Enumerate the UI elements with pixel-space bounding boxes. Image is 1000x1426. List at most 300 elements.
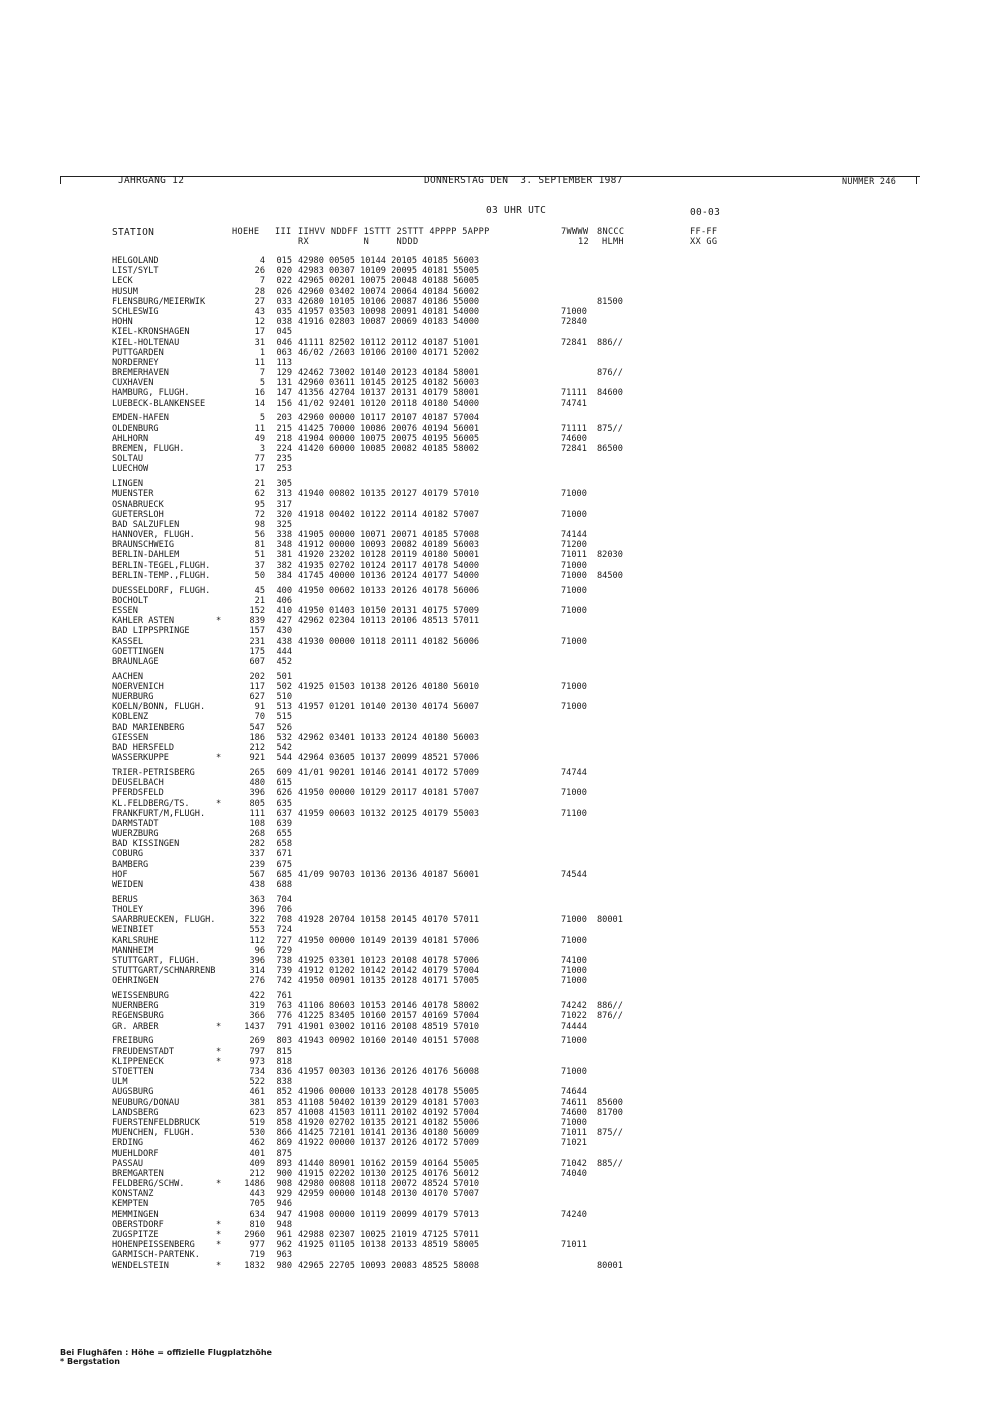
synop-groups: 42960 00000 10117 20107 40187 57004 — [298, 413, 480, 424]
table-row — [0, 1138, 1000, 1148]
group-7wwww: 71000 — [561, 788, 587, 799]
table-row — [0, 561, 1000, 571]
table-row — [0, 454, 1000, 464]
station-index: 637 — [276, 808, 292, 819]
synop-groups: 41/09 90703 10136 20136 40187 56001 — [298, 869, 480, 880]
group-7wwww: 71021 — [561, 1138, 587, 1149]
station-name: STOETTEN — [112, 1067, 154, 1077]
station-index: 338 — [276, 530, 292, 541]
mountain-marker: * — [216, 1021, 222, 1032]
station-name: BRAUNSCHWEIG — [112, 540, 175, 551]
station-name: LIST/SYLT — [112, 266, 159, 277]
station-height: 705 — [249, 1199, 265, 1210]
station-height: 157 — [249, 626, 265, 637]
station-height: 269 — [249, 1036, 265, 1047]
station-height: 322 — [249, 915, 265, 926]
table-row — [0, 966, 1000, 976]
station-name: PFERDSFELD — [112, 788, 164, 799]
header-right-tick — [916, 176, 917, 184]
station-height: 212 — [249, 743, 265, 753]
station-name: ERDING — [112, 1138, 144, 1149]
table-row — [0, 829, 1000, 839]
synop-groups: 41425 70000 10086 20076 40194 56001 — [298, 423, 480, 434]
station-height: 16 — [254, 388, 265, 399]
table-row — [0, 1220, 1000, 1230]
table-row — [0, 870, 1000, 880]
table-row — [0, 753, 1000, 763]
synop-groups: 41950 00602 10133 20126 40178 56006 — [298, 585, 480, 596]
table-row — [0, 596, 1000, 606]
group-7wwww: 74744 — [561, 767, 587, 778]
synop-groups: 41959 00603 10132 20125 40179 55003 — [298, 808, 480, 819]
table-row — [0, 626, 1000, 636]
table-row — [0, 338, 1000, 348]
station-index: 382 — [276, 560, 292, 571]
table-row — [0, 287, 1000, 297]
station-height: 719 — [249, 1250, 265, 1261]
station-index: 776 — [276, 1011, 292, 1022]
station-height: 553 — [249, 925, 265, 936]
group-7wwww: 71022 — [561, 1011, 587, 1022]
station-name: LUEBECK-BLANKENSEE — [112, 398, 206, 409]
station-name: BOCHOLT — [112, 595, 149, 606]
station-index: 946 — [276, 1199, 292, 1210]
group-7wwww: 74040 — [561, 1168, 587, 1179]
issue-number: NUMMER 246 — [842, 177, 897, 187]
station-name: HELGOLAND — [112, 256, 159, 266]
synop-groups: 42980 00808 10118 20072 48524 57010 — [298, 1179, 480, 1190]
station-index: 858 — [276, 1117, 292, 1128]
station-index: 838 — [276, 1077, 292, 1088]
station-height: 839 — [249, 616, 265, 627]
station-name: BREMERHAVEN — [112, 368, 169, 379]
group-7wwww: 71000 — [561, 306, 587, 317]
station-height: 152 — [249, 605, 265, 616]
station-name: DEUSELBACH — [112, 778, 164, 789]
synop-groups: 42680 10105 10106 20087 40186 55000 — [298, 296, 480, 307]
station-index: 015 — [276, 256, 292, 266]
group-7wwww: 74741 — [561, 398, 587, 409]
group-7wwww: 71000 — [561, 702, 587, 713]
synop-groups: 42980 00505 10144 20105 40185 56003 — [298, 256, 480, 266]
station-height: 21 — [254, 479, 265, 490]
time-label: 03 UHR UTC — [486, 205, 547, 216]
station-index: 961 — [276, 1230, 292, 1240]
synop-groups: 42965 22705 10093 20083 48525 58008 — [298, 1260, 480, 1271]
table-row — [0, 1199, 1000, 1209]
station-name: KEMPTEN — [112, 1199, 149, 1210]
group-8nccc: 80001 — [597, 1260, 623, 1271]
table-row — [0, 266, 1000, 276]
station-index: 224 — [276, 443, 292, 454]
table-row — [0, 479, 1000, 489]
station-table — [0, 256, 1000, 1271]
station-name: STUTTGART, FLUGH. — [112, 955, 200, 966]
station-height: 231 — [249, 636, 265, 647]
synop-groups: 42962 02304 10113 20106 48513 57011 — [298, 616, 480, 627]
station-index: 022 — [276, 276, 292, 287]
station-name: HANNOVER, FLUGH. — [112, 530, 195, 541]
station-height: 4 — [259, 256, 265, 266]
station-name: MUEHLDORF — [112, 1148, 159, 1159]
station-name: FELDBERG/SCHW. — [112, 1179, 185, 1190]
footer-note-airports: Bei Flughäfen : Höhe = offizielle Flugplatzhöhe — [60, 1348, 272, 1357]
station-index: 513 — [276, 702, 292, 713]
group-8nccc: 81500 — [597, 296, 623, 307]
col-8ncc-sub: HLMH — [602, 237, 624, 247]
station-index: 156 — [276, 398, 292, 409]
synop-groups: 41111 82502 10112 20112 40187 51001 — [298, 337, 480, 348]
station-name: ESSEN — [112, 605, 138, 616]
synop-groups: 41922 00000 10137 20126 40172 57009 — [298, 1138, 480, 1149]
group-8nccc: 80001 — [597, 915, 623, 926]
table-row — [0, 860, 1000, 870]
synop-groups: 41950 00000 10129 20117 40181 57007 — [298, 788, 480, 799]
station-height: 314 — [249, 966, 265, 977]
table-row — [0, 1189, 1000, 1199]
station-index: 026 — [276, 286, 292, 297]
station-index: 875 — [276, 1148, 292, 1159]
table-row — [0, 819, 1000, 829]
station-index: 639 — [276, 818, 292, 829]
table-row — [0, 1261, 1000, 1271]
table-row — [0, 657, 1000, 667]
station-index: 113 — [276, 357, 292, 368]
mountain-marker: * — [216, 798, 222, 809]
station-name: THOLEY — [112, 905, 144, 915]
station-index: 502 — [276, 681, 292, 692]
station-height: 27 — [254, 296, 265, 307]
station-index: 526 — [276, 722, 292, 733]
station-height: 28 — [254, 286, 265, 297]
table-row — [0, 895, 1000, 905]
station-name: BAD KISSINGEN — [112, 839, 180, 850]
station-index: 685 — [276, 869, 292, 880]
station-name: MEMMINGEN — [112, 1209, 159, 1220]
group-8nccc: 876// — [597, 368, 623, 379]
station-height: 70 — [254, 712, 265, 723]
station-height: 11 — [254, 423, 265, 434]
station-name: REGENSBURG — [112, 1011, 164, 1022]
station-name: BAD SALZUFLEN — [112, 519, 180, 530]
station-index: 963 — [276, 1250, 292, 1261]
table-row — [0, 647, 1000, 657]
station-index: 853 — [276, 1097, 292, 1108]
station-index: 400 — [276, 585, 292, 596]
station-name: NORDERNEY — [112, 357, 159, 368]
station-index: 253 — [276, 464, 292, 475]
group-7wwww: 71011 — [561, 1240, 587, 1251]
table-row — [0, 256, 1000, 266]
station-height: 547 — [249, 722, 265, 733]
table-row — [0, 1098, 1000, 1108]
station-name: DUESSELDORF, FLUGH. — [112, 585, 211, 596]
station-name: LANDSBERG — [112, 1107, 159, 1118]
station-height: 17 — [254, 464, 265, 475]
station-index: 818 — [276, 1056, 292, 1067]
station-index: 852 — [276, 1087, 292, 1098]
station-index: 033 — [276, 296, 292, 307]
station-index: 381 — [276, 550, 292, 561]
mountain-marker: * — [216, 1260, 222, 1271]
table-row — [0, 424, 1000, 434]
table-row — [0, 1087, 1000, 1097]
group-7wwww: 71011 — [561, 550, 587, 561]
mountain-marker: * — [216, 616, 222, 627]
station-height: 81 — [254, 540, 265, 551]
station-name: KIEL-KRONSHAGEN — [112, 327, 190, 338]
table-row — [0, 1057, 1000, 1067]
group-7wwww: 74242 — [561, 1001, 587, 1012]
station-name: GARMISCH-PARTENK. — [112, 1250, 200, 1261]
synop-groups: 41106 80603 10153 20146 40178 58002 — [298, 1001, 480, 1012]
station-height: 37 — [254, 560, 265, 571]
station-height: 797 — [249, 1046, 265, 1057]
group-7wwww: 71000 — [561, 915, 587, 926]
table-row — [0, 702, 1000, 712]
station-index: 348 — [276, 540, 292, 551]
station-name: BERLIN-DAHLEM — [112, 550, 180, 561]
table-row — [0, 905, 1000, 915]
station-name: GUETERSLOH — [112, 509, 164, 520]
station-height: 108 — [249, 818, 265, 829]
station-height: 91 — [254, 702, 265, 713]
synop-groups: 41425 72101 10141 20136 40180 56009 — [298, 1128, 480, 1139]
station-name: OEHRINGEN — [112, 976, 159, 987]
table-row — [0, 327, 1000, 337]
station-name: BERLIN-TEMP.,FLUGH. — [112, 570, 211, 581]
synop-groups: 41940 00802 10135 20127 40179 57010 — [298, 489, 480, 500]
station-index: 708 — [276, 915, 292, 926]
station-index: 761 — [276, 991, 292, 1002]
station-index: 215 — [276, 423, 292, 434]
station-height: 627 — [249, 692, 265, 703]
table-row — [0, 606, 1000, 616]
group-7wwww: 74644 — [561, 1087, 587, 1098]
col-8ncc: 8NCCC — [597, 227, 625, 237]
station-height: 396 — [249, 788, 265, 799]
station-index: 203 — [276, 413, 292, 424]
station-index: 235 — [276, 454, 292, 465]
table-row — [0, 1179, 1000, 1189]
table-row — [0, 358, 1000, 368]
station-height: 409 — [249, 1158, 265, 1169]
station-name: KARLSRUHE — [112, 935, 159, 946]
mountain-marker: * — [216, 753, 222, 764]
table-row — [0, 743, 1000, 753]
station-name: SOLTAU — [112, 454, 144, 465]
station-name: WENDELSTEIN — [112, 1260, 169, 1271]
station-index: 655 — [276, 829, 292, 840]
station-index: 444 — [276, 646, 292, 657]
synop-groups: 41930 00000 10118 20111 40182 56006 — [298, 636, 480, 647]
station-height: 422 — [249, 991, 265, 1002]
group-8nccc: 84500 — [597, 570, 623, 581]
table-row — [0, 925, 1000, 935]
station-index: 739 — [276, 966, 292, 977]
table-row — [0, 297, 1000, 307]
group-7wwww: 74600 — [561, 1107, 587, 1118]
table-row — [0, 1250, 1000, 1260]
station-height: 186 — [249, 732, 265, 743]
group-7wwww: 71000 — [561, 966, 587, 977]
station-name: KL.FELDBERG/TS. — [112, 798, 190, 809]
station-height: 282 — [249, 839, 265, 850]
station-height: 98 — [254, 519, 265, 530]
station-name: BREMEN, FLUGH. — [112, 443, 185, 454]
station-index: 727 — [276, 935, 292, 946]
station-height: 607 — [249, 656, 265, 667]
station-name: HOHENPEISSENBERG — [112, 1240, 195, 1251]
station-index: 893 — [276, 1158, 292, 1169]
group-7wwww: 71042 — [561, 1158, 587, 1169]
mountain-marker: * — [216, 1219, 222, 1230]
table-row — [0, 1047, 1000, 1057]
station-name: FRANKFURT/M,FLUGH. — [112, 808, 206, 819]
station-name: NUERBURG — [112, 692, 154, 703]
table-row — [0, 976, 1000, 986]
station-index: 320 — [276, 509, 292, 520]
station-name: HOF — [112, 869, 128, 880]
station-name: BAMBERG — [112, 859, 149, 870]
station-index: 035 — [276, 306, 292, 317]
group-7wwww: 72841 — [561, 443, 587, 454]
station-height: 212 — [249, 1168, 265, 1179]
table-row — [0, 733, 1000, 743]
station-name: MANNHEIM — [112, 945, 154, 956]
station-height: 337 — [249, 849, 265, 860]
group-7wwww: 71100 — [561, 808, 587, 819]
table-row — [0, 1118, 1000, 1128]
station-name: SCHLESWIG — [112, 306, 159, 317]
station-index: 706 — [276, 905, 292, 915]
station-name: NEUBURG/DONAU — [112, 1097, 180, 1108]
group-7wwww: 71000 — [561, 1036, 587, 1047]
station-index: 900 — [276, 1168, 292, 1179]
station-height: 175 — [249, 646, 265, 657]
synop-groups: 41/01 90201 10146 20141 40172 57009 — [298, 767, 480, 778]
group-8nccc: 86500 — [597, 443, 623, 454]
station-height: 567 — [249, 869, 265, 880]
synop-groups: 46/02 /2603 10106 20100 40171 52002 — [298, 347, 480, 358]
table-row — [0, 799, 1000, 809]
station-height: 977 — [249, 1240, 265, 1251]
station-height: 276 — [249, 976, 265, 987]
station-index: 947 — [276, 1209, 292, 1220]
station-name: GIESSEN — [112, 732, 149, 743]
station-name: KOELN/BONN, FLUGH. — [112, 702, 206, 713]
synop-groups: 41920 02702 10135 20121 40182 55006 — [298, 1117, 480, 1128]
station-index: 544 — [276, 753, 292, 764]
station-height: 265 — [249, 767, 265, 778]
table-row — [0, 1036, 1000, 1046]
col-7www: 7WWWW — [561, 227, 589, 237]
table-row — [0, 946, 1000, 956]
station-name: KAHLER ASTEN — [112, 616, 175, 627]
station-name: BAD LIPPSPRINGE — [112, 626, 190, 637]
station-height: 96 — [254, 945, 265, 956]
station-index: 658 — [276, 839, 292, 850]
group-8nccc: 875// — [597, 1128, 623, 1139]
synop-groups: 41925 01105 10138 20133 48519 58005 — [298, 1240, 480, 1251]
station-index: 218 — [276, 433, 292, 444]
table-row — [0, 317, 1000, 327]
synop-groups: 41008 41503 10111 20102 40192 57004 — [298, 1107, 480, 1118]
station-name: AUGSBURG — [112, 1087, 154, 1098]
station-height: 634 — [249, 1209, 265, 1220]
station-index: 815 — [276, 1046, 292, 1057]
group-7wwww: 71000 — [561, 489, 587, 500]
group-7wwww: 71000 — [561, 636, 587, 647]
station-name: ZUGSPITZE — [112, 1230, 159, 1240]
table-row — [0, 778, 1000, 788]
group-8nccc: 82030 — [597, 550, 623, 561]
group-7wwww: 74100 — [561, 955, 587, 966]
synop-groups: 41745 40000 10136 20124 40177 54000 — [298, 570, 480, 581]
station-height: 805 — [249, 798, 265, 809]
station-index: 857 — [276, 1107, 292, 1118]
synop-groups: 41918 00402 10122 20114 40182 57007 — [298, 509, 480, 520]
table-row — [0, 399, 1000, 409]
station-height: 438 — [249, 880, 265, 891]
station-index: 427 — [276, 616, 292, 627]
table-row — [0, 1022, 1000, 1032]
table-row — [0, 839, 1000, 849]
station-name: AHLHORN — [112, 433, 149, 444]
group-8nccc: 81700 — [597, 1107, 623, 1118]
synop-groups: 41901 03002 10116 20108 48519 57010 — [298, 1021, 480, 1032]
col-groups-sub: RX N NDDD — [298, 237, 419, 247]
mountain-marker: * — [216, 1046, 222, 1057]
station-index: 671 — [276, 849, 292, 860]
station-height: 381 — [249, 1097, 265, 1108]
station-index: 038 — [276, 317, 292, 328]
table-row — [0, 672, 1000, 682]
station-name: SAARBRUECKEN, FLUGH. — [112, 915, 216, 926]
table-row — [0, 682, 1000, 692]
mountain-marker: * — [216, 1179, 222, 1190]
station-name: DARMSTADT — [112, 818, 159, 829]
station-index: 515 — [276, 712, 292, 723]
station-name: LECK — [112, 276, 133, 287]
station-name: FUERSTENFELDBRUCK — [112, 1117, 200, 1128]
group-8nccc: 875// — [597, 423, 623, 434]
synop-groups: 41916 02803 10087 20069 40183 54000 — [298, 317, 480, 328]
station-name: AACHEN — [112, 671, 144, 682]
synop-groups: 41908 00000 10119 20099 40179 57013 — [298, 1209, 480, 1220]
table-row — [0, 444, 1000, 454]
group-8nccc: 885// — [597, 1158, 623, 1169]
station-height: 112 — [249, 935, 265, 946]
station-name: BAD MARIENBERG — [112, 722, 185, 733]
table-row — [0, 692, 1000, 702]
station-index: 147 — [276, 388, 292, 399]
synop-groups: 41957 03503 10098 20091 40181 54000 — [298, 306, 480, 317]
station-height: 56 — [254, 530, 265, 541]
synop-groups: 41906 00000 10133 20128 40178 55005 — [298, 1087, 480, 1098]
station-index: 129 — [276, 368, 292, 379]
synop-groups: 41225 83405 10160 20157 40169 57004 — [298, 1011, 480, 1022]
station-index: 635 — [276, 798, 292, 809]
station-name: HOHN — [112, 317, 133, 328]
synop-groups: 41920 23202 10128 20119 40180 50001 — [298, 550, 480, 561]
station-height: 734 — [249, 1067, 265, 1077]
station-name: TRIER-PETRISBERG — [112, 767, 195, 778]
table-row — [0, 464, 1000, 474]
table-row — [0, 1001, 1000, 1011]
station-index: 948 — [276, 1219, 292, 1230]
table-row — [0, 956, 1000, 966]
